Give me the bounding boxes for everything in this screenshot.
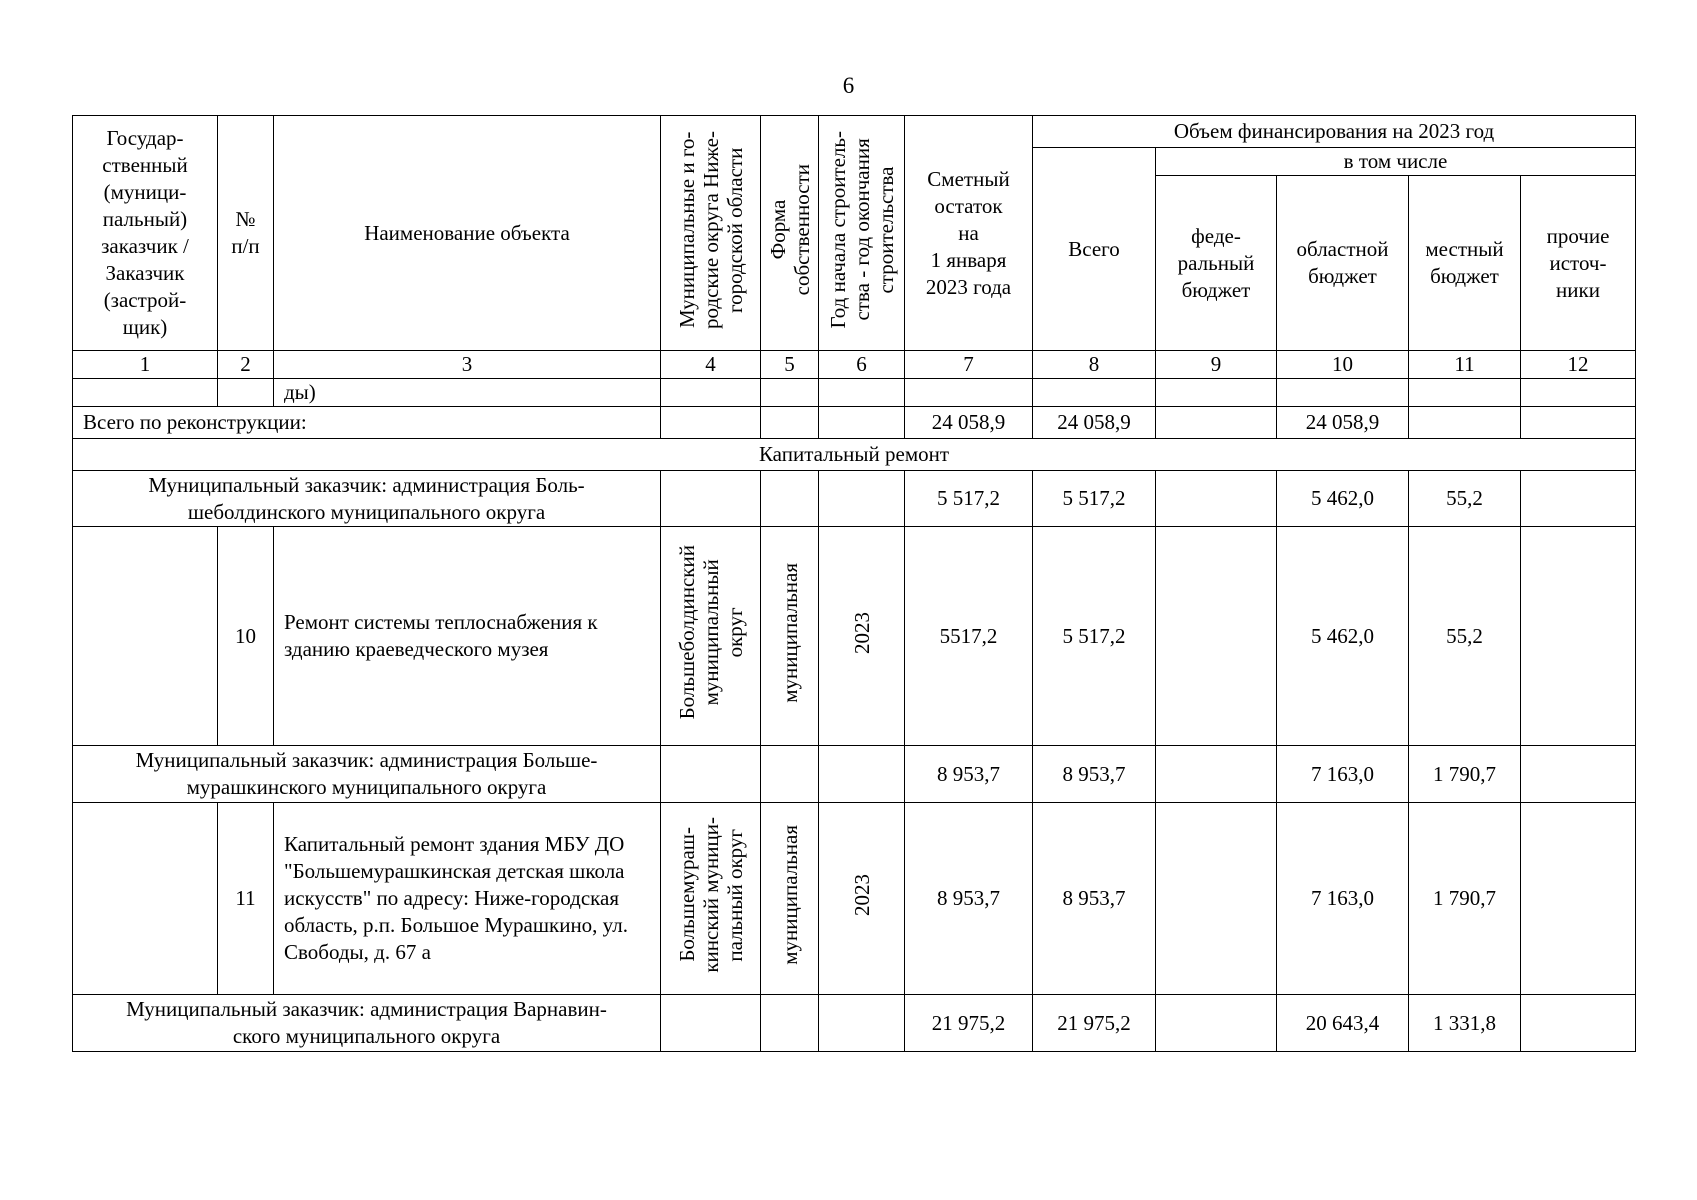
column-number: 11 (1409, 351, 1521, 379)
header-district: Муниципальные и го- родские округа Ниже- городской области (674, 130, 747, 329)
item-total: 8 953,7 (1033, 803, 1156, 995)
customer-regional: 20 643,4 (1277, 995, 1409, 1052)
item-ownership-cell (761, 527, 819, 746)
item-local: 55,2 (1409, 527, 1521, 746)
customer-total: 5 517,2 (1033, 471, 1156, 527)
item-estimate: 5517,2 (905, 527, 1033, 746)
financing-table (72, 115, 1636, 1052)
column-number: 1 (73, 351, 218, 379)
customer-estimate: 21 975,2 (905, 995, 1033, 1052)
header-regional: областной бюджет (1277, 176, 1409, 351)
item-name: Ремонт системы теплоснабжения к зданию краеведческого музея (274, 527, 661, 746)
customer-regional: 7 163,0 (1277, 746, 1409, 803)
customer-regional: 5 462,0 (1277, 471, 1409, 527)
header-federal: феде- ральный бюджет (1156, 176, 1277, 351)
header-ownership: Форма собственности (765, 163, 814, 296)
header-customer: Государ- ственный (муници- пальный) заказчик / Заказчик (застрой- щик) (73, 116, 218, 351)
customer-label: Муниципальный заказчик: администрация Варнавин- ского муниципального округа (73, 995, 661, 1052)
column-numbers-row (73, 351, 1636, 379)
column-number: 2 (218, 351, 274, 379)
item-total: 5 517,2 (1033, 527, 1156, 746)
customer-total: 8 953,7 (1033, 746, 1156, 803)
item-years: 2023 (849, 874, 874, 916)
item-years-cell (819, 803, 905, 995)
column-number: 8 (1033, 351, 1156, 379)
header-ownership-cell (761, 116, 819, 351)
customer-row-1 (73, 471, 1636, 527)
header-estimate: Сметный остаток на 1 января 2023 года (905, 116, 1033, 351)
column-number: 3 (274, 351, 661, 379)
item-ownership-cell (761, 803, 819, 995)
column-number: 5 (761, 351, 819, 379)
item-name: Капитальный ремонт здания МБУ ДО "Большемурашкинская детская школа искусств" по адресу: Ниже-городская область, р.п. Большое Мурашкино, ул. Свободы, д. 67 а (274, 803, 661, 995)
total-reconstruction-estimate: 24 058,9 (905, 407, 1033, 439)
customer-label: Муниципальный заказчик: администрация Боль- шеболдинского муниципального округа (73, 471, 661, 527)
item-row-11 (73, 803, 1636, 995)
item-number: 11 (218, 803, 274, 995)
column-number: 6 (819, 351, 905, 379)
header-years: Год начала строитель- ства - год окончания строительства (825, 130, 898, 329)
section-title: Капитальный ремонт (73, 439, 1636, 471)
customer-row-2 (73, 746, 1636, 803)
customer-row-3 (73, 995, 1636, 1052)
header-years-cell (819, 116, 905, 351)
item-regional: 5 462,0 (1277, 527, 1409, 746)
header-district-cell (661, 116, 761, 351)
total-reconstruction-row (73, 407, 1636, 439)
item-district-cell (661, 803, 761, 995)
header-other: прочие источ- ники (1521, 176, 1636, 351)
header-total: Всего (1033, 148, 1156, 351)
item-years: 2023 (849, 611, 874, 654)
item-district: Большеболдинский муниципальный округ (674, 545, 747, 720)
item-local: 1 790,7 (1409, 803, 1521, 995)
header-funding-group: Объем финансирования на 2023 год (1033, 116, 1636, 148)
column-number: 9 (1156, 351, 1277, 379)
customer-total: 21 975,2 (1033, 995, 1156, 1052)
header-local: местный бюджет (1409, 176, 1521, 351)
customer-label: Муниципальный заказчик: администрация Больше- мурашкинского муниципального округа (73, 746, 661, 803)
header-incl-group: в том числе (1156, 148, 1636, 176)
total-reconstruction-regional: 24 058,9 (1277, 407, 1409, 439)
item-row-10 (73, 527, 1636, 746)
customer-local: 1 790,7 (1409, 746, 1521, 803)
page-number: 6 (842, 73, 855, 98)
customer-local: 55,2 (1409, 471, 1521, 527)
item-ownership: муниципальная (777, 825, 802, 965)
header-number: № п/п (218, 116, 274, 351)
item-ownership: муниципальная (777, 562, 802, 703)
item-years-cell (819, 527, 905, 746)
total-reconstruction-label: Всего по реконструкции: (73, 407, 661, 439)
item-regional: 7 163,0 (1277, 803, 1409, 995)
customer-local: 1 331,8 (1409, 995, 1521, 1052)
column-number: 7 (905, 351, 1033, 379)
header-row-1 (73, 116, 1636, 148)
item-district-cell (661, 527, 761, 746)
column-number: 12 (1521, 351, 1636, 379)
customer-estimate: 5 517,2 (905, 471, 1033, 527)
column-number: 10 (1277, 351, 1409, 379)
continuation-row (73, 379, 1636, 407)
section-title-row (73, 439, 1636, 471)
item-estimate: 8 953,7 (905, 803, 1033, 995)
customer-estimate: 8 953,7 (905, 746, 1033, 803)
item-number: 10 (218, 527, 274, 746)
column-number: 4 (661, 351, 761, 379)
item-district: Большемураш- кинский муници- пальный округ (674, 817, 747, 973)
continuation-name-tail: ды) (274, 379, 661, 407)
header-object-name: Наименование объекта (274, 116, 661, 351)
total-reconstruction-total: 24 058,9 (1033, 407, 1156, 439)
